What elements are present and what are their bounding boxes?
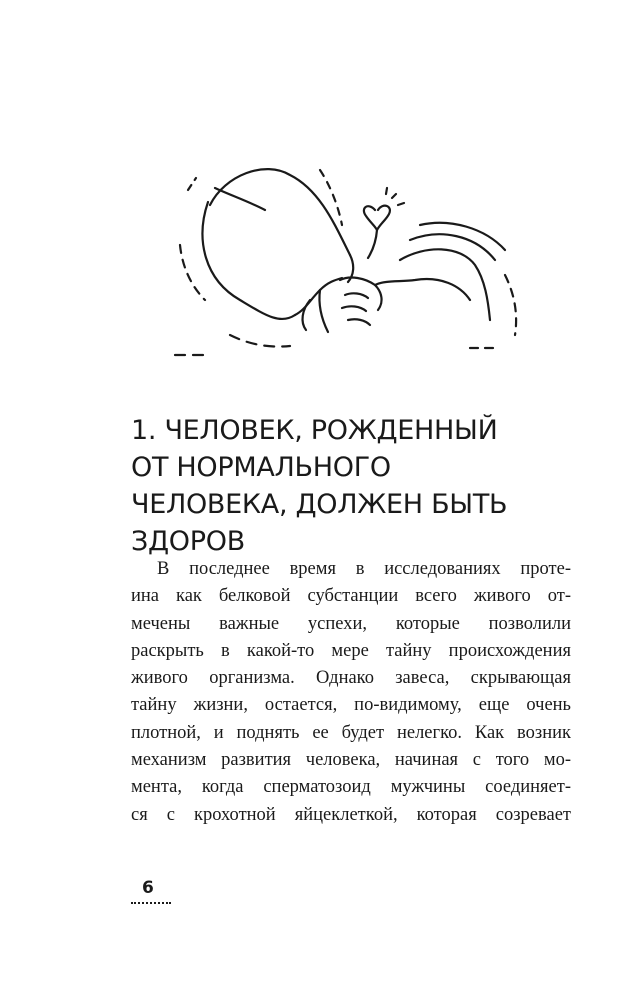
body-line: ся с крохотной яйцеклеткой, которая созревает [131, 804, 571, 825]
body-paragraph [131, 556, 571, 829]
body-line: плотной, и поднять ее будет нелегко. Как возник [131, 722, 571, 743]
body-line: В последнее время в исследованиях проте- [157, 559, 571, 579]
body-line: мечены важные успехи, которые позволили [131, 613, 571, 634]
body-line: ина как белковой субстанции всего живого от- [131, 586, 571, 607]
page-number-dotted-rule [131, 902, 171, 904]
hands-holding-heart-illustration [170, 150, 530, 365]
chapter-title [131, 412, 571, 560]
body-line: тайну жизни, остается, по-видимому, еще очень [131, 695, 571, 716]
chapter-title-line-4: ЗДОРОВ [131, 526, 245, 557]
body-line: механизм развития человека, начиная с того мо- [131, 750, 571, 771]
body-line: мента, когда сперматозоид мужчины соединяет- [131, 777, 571, 798]
chapter-title-line-2: ОТ НОРМАЛЬНОГО [131, 452, 391, 483]
hands-holding-heart-icon [170, 150, 530, 365]
page-number: 6 [142, 878, 154, 898]
chapter-title-line-1: 1. ЧЕЛОВЕК, РОЖДЕННЫЙ [131, 415, 498, 446]
body-line: раскрыть в какой-то мере тайну происхождения [131, 640, 571, 661]
body-line: живого организма. Однако завеса, скрывающая [131, 668, 571, 689]
chapter-title-line-3: ЧЕЛОВЕКА, ДОЛЖЕН БЫТЬ [131, 489, 508, 520]
